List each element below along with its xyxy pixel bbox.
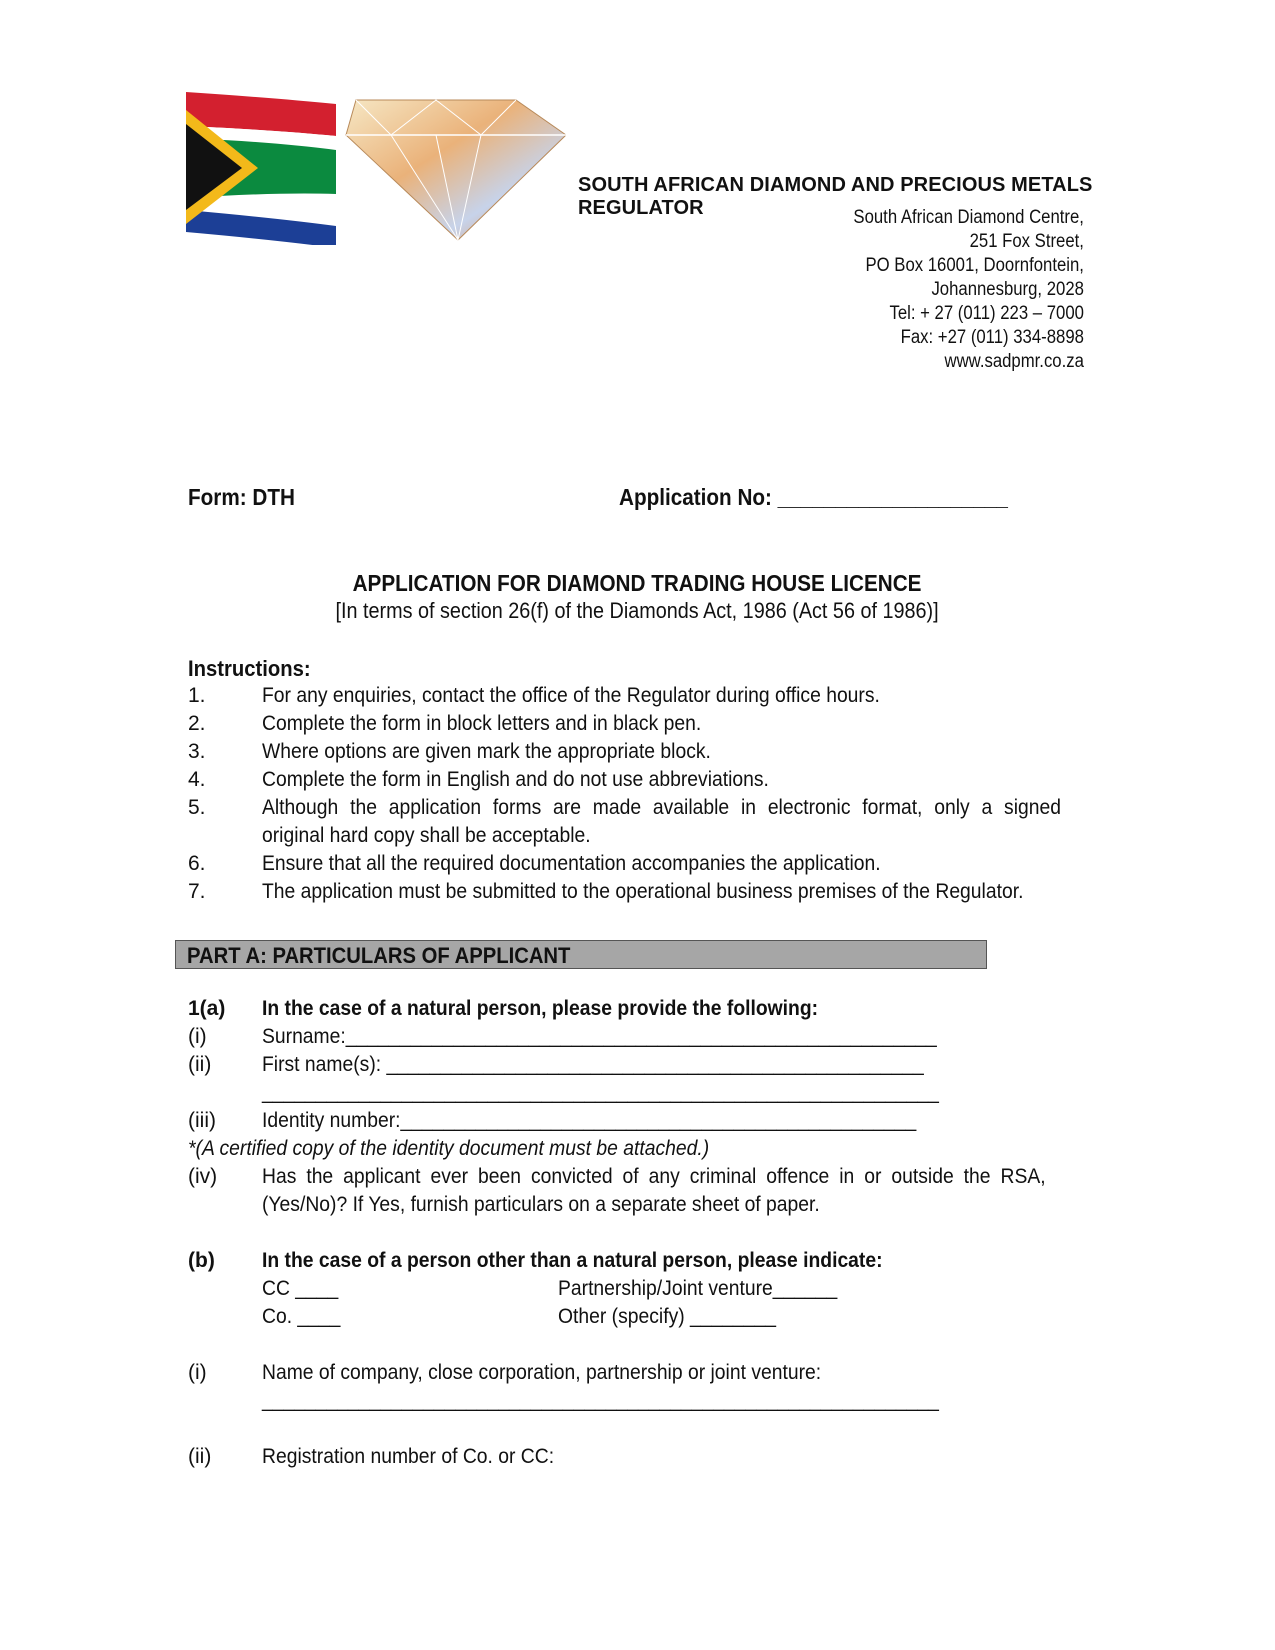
flag-diamond-logo-icon (186, 90, 566, 245)
entity-name-label: Name of company, close corporation, partnership or joint venture: (262, 1361, 822, 1384)
section-number: 1(a) (188, 997, 226, 1020)
section-number: (b) (188, 1249, 215, 1272)
item-number: 7. (188, 880, 206, 903)
item-number: (iii) (188, 1109, 216, 1132)
criminal-offence-question: Has the applicant ever been convicted of any criminal offence in or outside the RSA, (262, 1165, 1046, 1188)
item-number: (i) (188, 1025, 207, 1048)
identity-number-field[interactable]: Identity number:________________________________________________ (262, 1109, 917, 1132)
item-number: (ii) (188, 1445, 212, 1468)
first-names-field[interactable]: First name(s): __________________________________________________ (262, 1053, 924, 1076)
surname-field[interactable]: Surname:_______________________________________________________ (262, 1025, 937, 1048)
application-number[interactable] (619, 484, 1051, 511)
address-line: 251 Fox Street, (969, 231, 1084, 252)
item-number: (iv) (188, 1165, 218, 1188)
criminal-offence-question-line2: (Yes/No)? If Yes, furnish particulars on a separate sheet of paper. (262, 1193, 820, 1216)
section-heading: In the case of a natural person, please provide the following: (262, 997, 819, 1020)
item-text: Ensure that all the required documentation accompanies the application. (262, 852, 881, 875)
org-line-2: REGULATOR (578, 197, 704, 219)
item-number: (ii) (188, 1053, 212, 1076)
address-line: Johannesburg, 2028 (931, 279, 1084, 300)
form-title (0, 570, 1275, 597)
address-line: South African Diamond Centre, (853, 207, 1084, 228)
part-a-heading: PART A: PARTICULARS OF APPLICANT (187, 943, 571, 968)
item-number: (i) (188, 1361, 207, 1384)
website: www.sadpmr.co.za (944, 351, 1084, 372)
address-block (854, 206, 1084, 374)
option-partnership-joint-venture[interactable]: Partnership/Joint venture______ (558, 1277, 838, 1300)
sadpmr-logo (186, 90, 566, 245)
item-number: 1. (188, 684, 206, 707)
address-line: PO Box 16001, Doornfontein, (865, 255, 1084, 276)
form-title-text: APPLICATION FOR DIAMOND TRADING HOUSE LICENCE (353, 570, 922, 596)
fax: Fax: +27 (011) 334-8898 (900, 327, 1084, 348)
item-text: Although the application forms are made available in electronic format, only a signed (262, 796, 1061, 819)
option-cc[interactable]: CC ____ (262, 1277, 339, 1300)
section-heading: In the case of a person other than a natural person, please indicate: (262, 1249, 883, 1272)
item-text: The application must be submitted to the operational business premises of the Regulator. (262, 880, 1024, 903)
item-number: 3. (188, 740, 206, 763)
application-number-field[interactable]: Application No: ____________________ (619, 484, 1008, 510)
org-line-1: SOUTH AFRICAN DIAMOND AND PRECIOUS METALS (578, 174, 1093, 196)
form-code-label: Form: DTH (188, 484, 295, 510)
item-text: Where options are given mark the appropriate block. (262, 740, 711, 763)
item-text: Complete the form in block letters and in black pen. (262, 712, 702, 735)
part-a-header (175, 940, 987, 969)
item-text: Complete the form in English and do not use abbreviations. (262, 768, 769, 791)
instructions-heading-text: Instructions: (188, 656, 311, 681)
certified-copy-note-text: *(A certified copy of the identity document must be attached.) (188, 1137, 710, 1160)
first-names-field-line2[interactable]: _______________________________________________________________ (262, 1081, 939, 1104)
form-subtitle (0, 598, 1275, 624)
item-number: 5. (188, 796, 206, 819)
item-number: 2. (188, 712, 206, 735)
telephone: Tel: + 27 (011) 223 – 7000 (889, 303, 1084, 324)
registration-number-label: Registration number of Co. or CC: (262, 1445, 555, 1468)
certified-copy-note (188, 1135, 1088, 1163)
instructions-heading (188, 656, 321, 682)
item-number: 6. (188, 852, 206, 875)
item-number: 4. (188, 768, 206, 791)
option-other-specify[interactable]: Other (specify) ________ (558, 1305, 777, 1328)
item-text: original hard copy shall be acceptable. (262, 824, 591, 847)
entity-name-field[interactable]: _______________________________________________________________ (262, 1389, 939, 1412)
option-co[interactable]: Co. ____ (262, 1305, 341, 1328)
form-code (188, 484, 307, 511)
item-text: For any enquiries, contact the office of the Regulator during office hours. (262, 684, 880, 707)
form-subtitle-text: [In terms of section 26(f) of the Diamonds Act, 1986 (Act 56 of 1986)] (335, 598, 940, 623)
